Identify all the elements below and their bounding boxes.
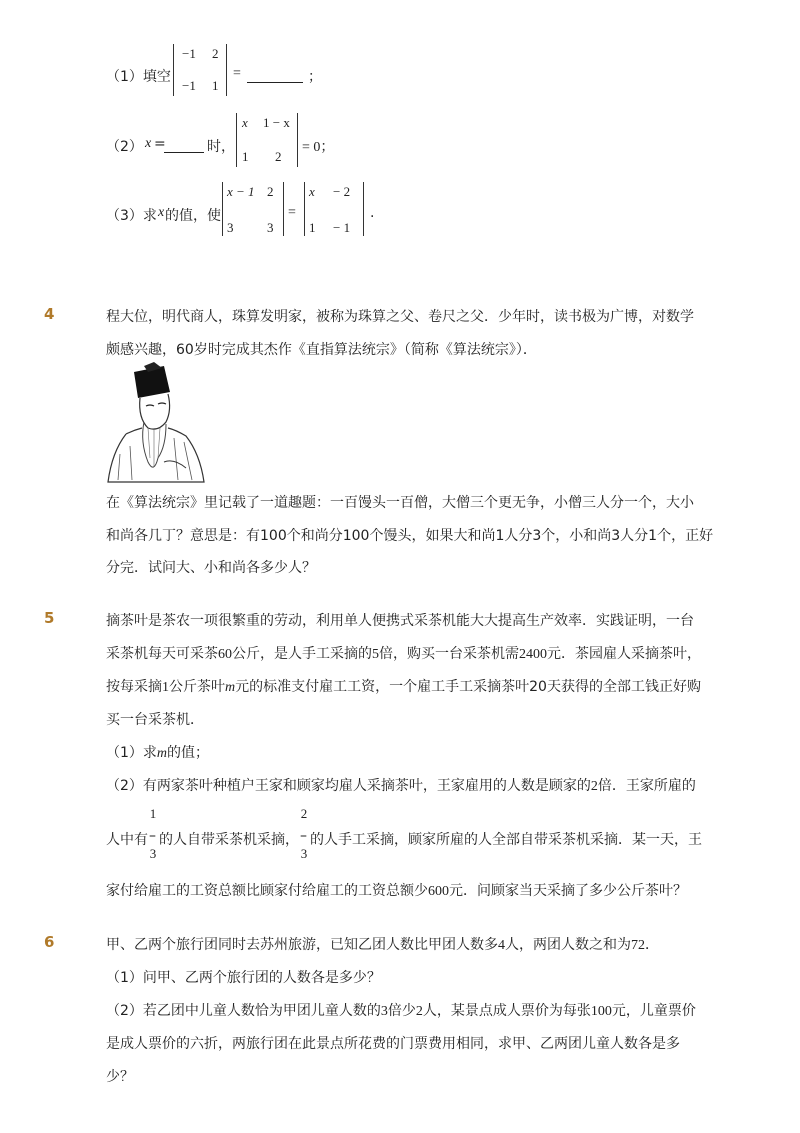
fill-blank-2[interactable] [164,140,204,153]
fraction-1-denominator: 3 [149,846,157,861]
determinant-1: −1 2 −1 1 [173,44,227,96]
determinant-2: x 1 − x 1 2 [236,113,298,167]
question-number: 5 [44,609,55,627]
q3-p1-label: （1）填空 [106,69,171,85]
determinant-3: x − 1 2 3 3 [222,182,284,236]
question-number: 6 [44,933,55,951]
fraction-2-numerator: 2 [300,806,308,821]
fraction-1-numerator: 1 [149,806,157,821]
fill-blank-1[interactable] [247,70,303,83]
fraction-2-denominator: 3 [300,846,308,861]
portrait-image [104,362,208,486]
determinant-4: x − 2 1 − 1 [304,182,364,236]
question-number: 4 [44,305,55,323]
